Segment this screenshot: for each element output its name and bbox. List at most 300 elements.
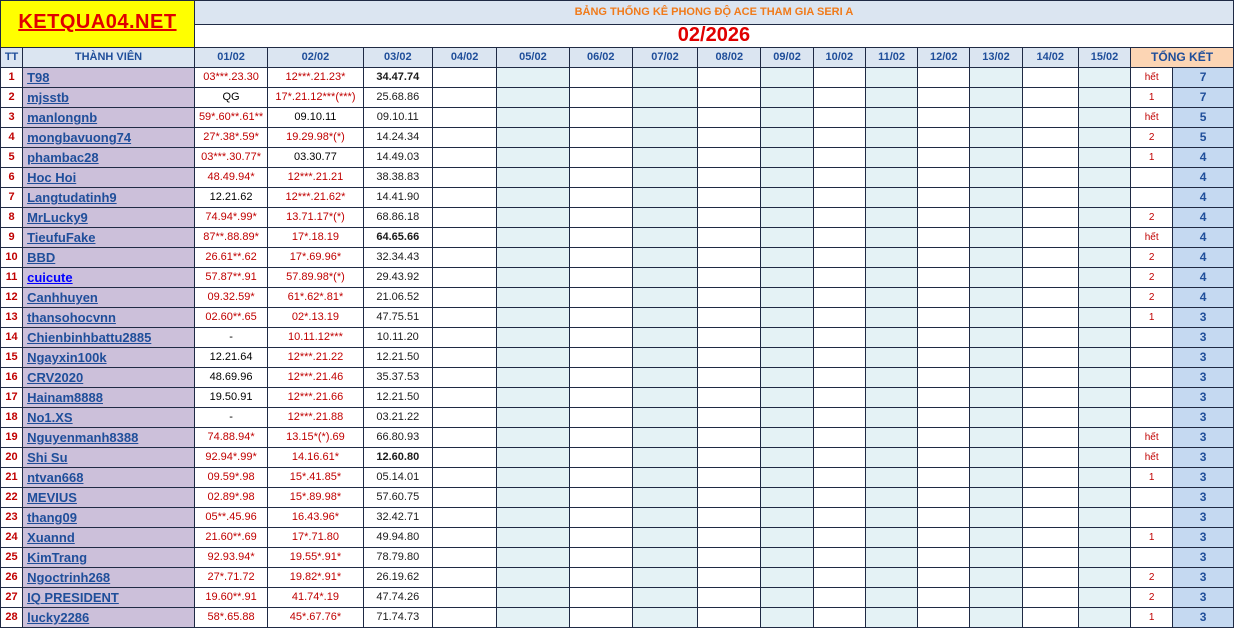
prediction-cell[interactable]: 12***.21.46 xyxy=(268,368,363,388)
empty-day-cell[interactable] xyxy=(569,428,632,448)
empty-day-cell[interactable] xyxy=(813,388,865,408)
empty-day-cell[interactable] xyxy=(432,288,496,308)
prediction-cell[interactable]: 12.21.62 xyxy=(194,188,267,208)
empty-day-cell[interactable] xyxy=(970,248,1022,268)
empty-day-cell[interactable] xyxy=(497,68,569,88)
prediction-cell[interactable]: 10.11.12*** xyxy=(268,328,363,348)
empty-day-cell[interactable] xyxy=(1078,348,1130,368)
empty-day-cell[interactable] xyxy=(865,428,917,448)
empty-day-cell[interactable] xyxy=(569,88,632,108)
empty-day-cell[interactable] xyxy=(970,408,1022,428)
empty-day-cell[interactable] xyxy=(497,228,569,248)
empty-day-cell[interactable] xyxy=(918,608,970,628)
member-link[interactable]: Langtudatinh9 xyxy=(23,188,195,208)
empty-day-cell[interactable] xyxy=(970,608,1022,628)
empty-day-cell[interactable] xyxy=(569,208,632,228)
empty-day-cell[interactable] xyxy=(970,208,1022,228)
prediction-cell[interactable]: 12***.21.88 xyxy=(268,408,363,428)
empty-day-cell[interactable] xyxy=(918,308,970,328)
empty-day-cell[interactable] xyxy=(569,408,632,428)
empty-day-cell[interactable] xyxy=(1022,508,1078,528)
empty-day-cell[interactable] xyxy=(865,128,917,148)
prediction-cell[interactable]: 74.88.94* xyxy=(194,428,267,448)
empty-day-cell[interactable] xyxy=(698,248,761,268)
prediction-cell[interactable]: 32.34.43 xyxy=(363,248,432,268)
empty-day-cell[interactable] xyxy=(813,228,865,248)
empty-day-cell[interactable] xyxy=(813,208,865,228)
empty-day-cell[interactable] xyxy=(1078,228,1130,248)
prediction-cell[interactable]: 78.79.80 xyxy=(363,548,432,568)
empty-day-cell[interactable] xyxy=(865,68,917,88)
member-link[interactable]: Hoc Hoi xyxy=(23,168,195,188)
prediction-cell[interactable]: - xyxy=(194,408,267,428)
empty-day-cell[interactable] xyxy=(569,288,632,308)
prediction-cell[interactable]: 16.43.96* xyxy=(268,508,363,528)
empty-day-cell[interactable] xyxy=(432,268,496,288)
empty-day-cell[interactable] xyxy=(632,488,697,508)
empty-day-cell[interactable] xyxy=(1022,228,1078,248)
empty-day-cell[interactable] xyxy=(761,188,813,208)
prediction-cell[interactable]: 49.94.80 xyxy=(363,528,432,548)
empty-day-cell[interactable] xyxy=(497,308,569,328)
member-link[interactable]: Hainam8888 xyxy=(23,388,195,408)
empty-day-cell[interactable] xyxy=(569,448,632,468)
empty-day-cell[interactable] xyxy=(1078,568,1130,588)
prediction-cell[interactable]: 19.29.98*(*) xyxy=(268,128,363,148)
empty-day-cell[interactable] xyxy=(970,488,1022,508)
empty-day-cell[interactable] xyxy=(632,608,697,628)
empty-day-cell[interactable] xyxy=(865,388,917,408)
empty-day-cell[interactable] xyxy=(698,328,761,348)
empty-day-cell[interactable] xyxy=(632,328,697,348)
empty-day-cell[interactable] xyxy=(632,228,697,248)
empty-day-cell[interactable] xyxy=(865,408,917,428)
prediction-cell[interactable]: 09.10.11 xyxy=(268,108,363,128)
empty-day-cell[interactable] xyxy=(432,228,496,248)
empty-day-cell[interactable] xyxy=(497,148,569,168)
empty-day-cell[interactable] xyxy=(698,368,761,388)
empty-day-cell[interactable] xyxy=(698,588,761,608)
prediction-cell[interactable]: 13.15*(*).69 xyxy=(268,428,363,448)
empty-day-cell[interactable] xyxy=(865,568,917,588)
empty-day-cell[interactable] xyxy=(918,508,970,528)
prediction-cell[interactable]: 17*.71.80 xyxy=(268,528,363,548)
member-link[interactable]: cuicute xyxy=(23,268,195,288)
prediction-cell[interactable]: QG xyxy=(194,88,267,108)
empty-day-cell[interactable] xyxy=(918,408,970,428)
empty-day-cell[interactable] xyxy=(569,128,632,148)
empty-day-cell[interactable] xyxy=(1022,528,1078,548)
empty-day-cell[interactable] xyxy=(1078,328,1130,348)
empty-day-cell[interactable] xyxy=(1022,548,1078,568)
empty-day-cell[interactable] xyxy=(1022,188,1078,208)
empty-day-cell[interactable] xyxy=(813,588,865,608)
prediction-cell[interactable]: 05**.45.96 xyxy=(194,508,267,528)
empty-day-cell[interactable] xyxy=(1078,528,1130,548)
empty-day-cell[interactable] xyxy=(865,108,917,128)
empty-day-cell[interactable] xyxy=(813,408,865,428)
empty-day-cell[interactable] xyxy=(865,488,917,508)
prediction-cell[interactable]: 58*.65.88 xyxy=(194,608,267,628)
empty-day-cell[interactable] xyxy=(698,468,761,488)
empty-day-cell[interactable] xyxy=(1022,168,1078,188)
empty-day-cell[interactable] xyxy=(632,308,697,328)
empty-day-cell[interactable] xyxy=(970,348,1022,368)
empty-day-cell[interactable] xyxy=(698,408,761,428)
prediction-cell[interactable]: 38.38.83 xyxy=(363,168,432,188)
empty-day-cell[interactable] xyxy=(918,248,970,268)
empty-day-cell[interactable] xyxy=(761,568,813,588)
empty-day-cell[interactable] xyxy=(813,468,865,488)
prediction-cell[interactable]: 14.41.90 xyxy=(363,188,432,208)
empty-day-cell[interactable] xyxy=(632,548,697,568)
prediction-cell[interactable]: 12.21.64 xyxy=(194,348,267,368)
empty-day-cell[interactable] xyxy=(1078,68,1130,88)
empty-day-cell[interactable] xyxy=(918,128,970,148)
prediction-cell[interactable]: 05.14.01 xyxy=(363,468,432,488)
empty-day-cell[interactable] xyxy=(1022,108,1078,128)
empty-day-cell[interactable] xyxy=(1078,148,1130,168)
prediction-cell[interactable]: 35.37.53 xyxy=(363,368,432,388)
empty-day-cell[interactable] xyxy=(813,128,865,148)
empty-day-cell[interactable] xyxy=(632,108,697,128)
empty-day-cell[interactable] xyxy=(698,108,761,128)
empty-day-cell[interactable] xyxy=(813,268,865,288)
empty-day-cell[interactable] xyxy=(918,208,970,228)
empty-day-cell[interactable] xyxy=(432,128,496,148)
empty-day-cell[interactable] xyxy=(918,168,970,188)
empty-day-cell[interactable] xyxy=(569,248,632,268)
empty-day-cell[interactable] xyxy=(432,588,496,608)
empty-day-cell[interactable] xyxy=(865,348,917,368)
empty-day-cell[interactable] xyxy=(970,128,1022,148)
empty-day-cell[interactable] xyxy=(813,308,865,328)
empty-day-cell[interactable] xyxy=(432,68,496,88)
empty-day-cell[interactable] xyxy=(698,308,761,328)
empty-day-cell[interactable] xyxy=(698,228,761,248)
empty-day-cell[interactable] xyxy=(497,268,569,288)
empty-day-cell[interactable] xyxy=(918,528,970,548)
empty-day-cell[interactable] xyxy=(497,608,569,628)
empty-day-cell[interactable] xyxy=(918,388,970,408)
prediction-cell[interactable]: 32.42.71 xyxy=(363,508,432,528)
prediction-cell[interactable]: 47.74.26 xyxy=(363,588,432,608)
empty-day-cell[interactable] xyxy=(1078,448,1130,468)
empty-day-cell[interactable] xyxy=(761,208,813,228)
empty-day-cell[interactable] xyxy=(698,548,761,568)
empty-day-cell[interactable] xyxy=(1022,88,1078,108)
empty-day-cell[interactable] xyxy=(632,268,697,288)
member-link[interactable]: lucky2286 xyxy=(23,608,195,628)
empty-day-cell[interactable] xyxy=(569,608,632,628)
empty-day-cell[interactable] xyxy=(1078,88,1130,108)
prediction-cell[interactable]: 27*.71.72 xyxy=(194,568,267,588)
empty-day-cell[interactable] xyxy=(761,68,813,88)
prediction-cell[interactable]: 61*.62*.81* xyxy=(268,288,363,308)
empty-day-cell[interactable] xyxy=(432,188,496,208)
member-link[interactable]: Nguyenmanh8388 xyxy=(23,428,195,448)
empty-day-cell[interactable] xyxy=(865,468,917,488)
prediction-cell[interactable]: 02*.13.19 xyxy=(268,308,363,328)
empty-day-cell[interactable] xyxy=(632,528,697,548)
empty-day-cell[interactable] xyxy=(761,448,813,468)
empty-day-cell[interactable] xyxy=(865,268,917,288)
empty-day-cell[interactable] xyxy=(497,588,569,608)
prediction-cell[interactable]: 25.68.86 xyxy=(363,88,432,108)
empty-day-cell[interactable] xyxy=(1022,128,1078,148)
prediction-cell[interactable]: 12.60.80 xyxy=(363,448,432,468)
empty-day-cell[interactable] xyxy=(1022,368,1078,388)
member-link[interactable]: MEVIUS xyxy=(23,488,195,508)
empty-day-cell[interactable] xyxy=(569,568,632,588)
empty-day-cell[interactable] xyxy=(865,368,917,388)
empty-day-cell[interactable] xyxy=(761,88,813,108)
empty-day-cell[interactable] xyxy=(432,468,496,488)
empty-day-cell[interactable] xyxy=(698,348,761,368)
empty-day-cell[interactable] xyxy=(1078,188,1130,208)
prediction-cell[interactable]: 66.80.93 xyxy=(363,428,432,448)
empty-day-cell[interactable] xyxy=(698,128,761,148)
empty-day-cell[interactable] xyxy=(761,248,813,268)
prediction-cell[interactable]: 57.60.75 xyxy=(363,488,432,508)
empty-day-cell[interactable] xyxy=(761,328,813,348)
member-link[interactable]: IQ PRESIDENT xyxy=(23,588,195,608)
empty-day-cell[interactable] xyxy=(497,288,569,308)
empty-day-cell[interactable] xyxy=(865,608,917,628)
member-link[interactable]: thang09 xyxy=(23,508,195,528)
empty-day-cell[interactable] xyxy=(497,188,569,208)
empty-day-cell[interactable] xyxy=(698,268,761,288)
empty-day-cell[interactable] xyxy=(918,108,970,128)
empty-day-cell[interactable] xyxy=(970,568,1022,588)
empty-day-cell[interactable] xyxy=(497,328,569,348)
empty-day-cell[interactable] xyxy=(569,168,632,188)
empty-day-cell[interactable] xyxy=(970,168,1022,188)
prediction-cell[interactable]: 12.21.50 xyxy=(363,348,432,368)
empty-day-cell[interactable] xyxy=(918,88,970,108)
prediction-cell[interactable]: 59*.60**.61** xyxy=(194,108,267,128)
empty-day-cell[interactable] xyxy=(1022,488,1078,508)
empty-day-cell[interactable] xyxy=(569,148,632,168)
empty-day-cell[interactable] xyxy=(698,148,761,168)
empty-day-cell[interactable] xyxy=(970,228,1022,248)
empty-day-cell[interactable] xyxy=(698,168,761,188)
empty-day-cell[interactable] xyxy=(918,328,970,348)
prediction-cell[interactable]: 57.89.98*(*) xyxy=(268,268,363,288)
prediction-cell[interactable]: 92.93.94* xyxy=(194,548,267,568)
empty-day-cell[interactable] xyxy=(813,488,865,508)
prediction-cell[interactable]: 71.74.73 xyxy=(363,608,432,628)
prediction-cell[interactable]: 21.60**.69 xyxy=(194,528,267,548)
prediction-cell[interactable]: 02.60**.65 xyxy=(194,308,267,328)
empty-day-cell[interactable] xyxy=(865,588,917,608)
prediction-cell[interactable]: 09.10.11 xyxy=(363,108,432,128)
prediction-cell[interactable]: 12***.21.23* xyxy=(268,68,363,88)
empty-day-cell[interactable] xyxy=(970,588,1022,608)
empty-day-cell[interactable] xyxy=(569,468,632,488)
empty-day-cell[interactable] xyxy=(1022,428,1078,448)
prediction-cell[interactable]: 47.75.51 xyxy=(363,308,432,328)
empty-day-cell[interactable] xyxy=(569,228,632,248)
member-link[interactable]: ntvan668 xyxy=(23,468,195,488)
empty-day-cell[interactable] xyxy=(865,88,917,108)
empty-day-cell[interactable] xyxy=(698,68,761,88)
prediction-cell[interactable]: 14.24.34 xyxy=(363,128,432,148)
empty-day-cell[interactable] xyxy=(632,348,697,368)
empty-day-cell[interactable] xyxy=(432,488,496,508)
empty-day-cell[interactable] xyxy=(1022,388,1078,408)
empty-day-cell[interactable] xyxy=(813,148,865,168)
empty-day-cell[interactable] xyxy=(497,428,569,448)
empty-day-cell[interactable] xyxy=(632,568,697,588)
empty-day-cell[interactable] xyxy=(865,208,917,228)
empty-day-cell[interactable] xyxy=(813,448,865,468)
empty-day-cell[interactable] xyxy=(1078,388,1130,408)
prediction-cell[interactable]: 12***.21.62* xyxy=(268,188,363,208)
prediction-cell[interactable]: 48.49.94* xyxy=(194,168,267,188)
empty-day-cell[interactable] xyxy=(918,288,970,308)
empty-day-cell[interactable] xyxy=(970,328,1022,348)
empty-day-cell[interactable] xyxy=(569,528,632,548)
empty-day-cell[interactable] xyxy=(632,288,697,308)
empty-day-cell[interactable] xyxy=(865,148,917,168)
empty-day-cell[interactable] xyxy=(497,208,569,228)
prediction-cell[interactable]: 10.11.20 xyxy=(363,328,432,348)
empty-day-cell[interactable] xyxy=(918,448,970,468)
empty-day-cell[interactable] xyxy=(813,168,865,188)
empty-day-cell[interactable] xyxy=(761,388,813,408)
empty-day-cell[interactable] xyxy=(761,588,813,608)
empty-day-cell[interactable] xyxy=(865,548,917,568)
prediction-cell[interactable]: 03***.30.77* xyxy=(194,148,267,168)
empty-day-cell[interactable] xyxy=(569,488,632,508)
empty-day-cell[interactable] xyxy=(761,608,813,628)
empty-day-cell[interactable] xyxy=(497,448,569,468)
empty-day-cell[interactable] xyxy=(432,548,496,568)
empty-day-cell[interactable] xyxy=(1022,148,1078,168)
member-link[interactable]: phambac28 xyxy=(23,148,195,168)
empty-day-cell[interactable] xyxy=(970,368,1022,388)
empty-day-cell[interactable] xyxy=(1078,428,1130,448)
prediction-cell[interactable]: 64.65.66 xyxy=(363,228,432,248)
member-link[interactable]: Ngayxin100k xyxy=(23,348,195,368)
prediction-cell[interactable]: 74.94*.99* xyxy=(194,208,267,228)
prediction-cell[interactable]: 48.69.96 xyxy=(194,368,267,388)
empty-day-cell[interactable] xyxy=(865,288,917,308)
empty-day-cell[interactable] xyxy=(813,188,865,208)
empty-day-cell[interactable] xyxy=(432,328,496,348)
empty-day-cell[interactable] xyxy=(865,168,917,188)
empty-day-cell[interactable] xyxy=(1022,588,1078,608)
empty-day-cell[interactable] xyxy=(497,548,569,568)
empty-day-cell[interactable] xyxy=(813,528,865,548)
prediction-cell[interactable]: 14.16.61* xyxy=(268,448,363,468)
empty-day-cell[interactable] xyxy=(1078,308,1130,328)
prediction-cell[interactable]: 19.50.91 xyxy=(194,388,267,408)
empty-day-cell[interactable] xyxy=(761,548,813,568)
empty-day-cell[interactable] xyxy=(632,168,697,188)
prediction-cell[interactable]: 21.06.52 xyxy=(363,288,432,308)
empty-day-cell[interactable] xyxy=(1078,408,1130,428)
empty-day-cell[interactable] xyxy=(1022,248,1078,268)
empty-day-cell[interactable] xyxy=(918,428,970,448)
empty-day-cell[interactable] xyxy=(970,508,1022,528)
empty-day-cell[interactable] xyxy=(970,288,1022,308)
empty-day-cell[interactable] xyxy=(761,308,813,328)
empty-day-cell[interactable] xyxy=(865,188,917,208)
empty-day-cell[interactable] xyxy=(569,508,632,528)
empty-day-cell[interactable] xyxy=(761,228,813,248)
prediction-cell[interactable]: 13.71.17*(*) xyxy=(268,208,363,228)
empty-day-cell[interactable] xyxy=(432,608,496,628)
empty-day-cell[interactable] xyxy=(813,568,865,588)
empty-day-cell[interactable] xyxy=(432,88,496,108)
empty-day-cell[interactable] xyxy=(1078,368,1130,388)
empty-day-cell[interactable] xyxy=(761,428,813,448)
empty-day-cell[interactable] xyxy=(1022,348,1078,368)
prediction-cell[interactable]: 17*.69.96* xyxy=(268,248,363,268)
empty-day-cell[interactable] xyxy=(865,328,917,348)
prediction-cell[interactable]: 19.82*.91* xyxy=(268,568,363,588)
empty-day-cell[interactable] xyxy=(918,228,970,248)
empty-day-cell[interactable] xyxy=(632,148,697,168)
empty-day-cell[interactable] xyxy=(970,308,1022,328)
empty-day-cell[interactable] xyxy=(970,528,1022,548)
prediction-cell[interactable]: 17*.18.19 xyxy=(268,228,363,248)
empty-day-cell[interactable] xyxy=(761,108,813,128)
empty-day-cell[interactable] xyxy=(1078,168,1130,188)
empty-day-cell[interactable] xyxy=(813,248,865,268)
member-link[interactable]: BBD xyxy=(23,248,195,268)
empty-day-cell[interactable] xyxy=(1022,308,1078,328)
empty-day-cell[interactable] xyxy=(432,208,496,228)
empty-day-cell[interactable] xyxy=(1022,208,1078,228)
empty-day-cell[interactable] xyxy=(1078,488,1130,508)
empty-day-cell[interactable] xyxy=(632,128,697,148)
empty-day-cell[interactable] xyxy=(970,188,1022,208)
empty-day-cell[interactable] xyxy=(1078,508,1130,528)
empty-day-cell[interactable] xyxy=(813,608,865,628)
empty-day-cell[interactable] xyxy=(761,148,813,168)
empty-day-cell[interactable] xyxy=(632,248,697,268)
empty-day-cell[interactable] xyxy=(432,308,496,328)
empty-day-cell[interactable] xyxy=(698,508,761,528)
empty-day-cell[interactable] xyxy=(761,488,813,508)
prediction-cell[interactable]: 19.60**.91 xyxy=(194,588,267,608)
empty-day-cell[interactable] xyxy=(569,588,632,608)
empty-day-cell[interactable] xyxy=(569,388,632,408)
empty-day-cell[interactable] xyxy=(761,288,813,308)
empty-day-cell[interactable] xyxy=(813,108,865,128)
site-logo[interactable]: KETQUA04.NET xyxy=(18,11,177,33)
empty-day-cell[interactable] xyxy=(1078,588,1130,608)
empty-day-cell[interactable] xyxy=(698,208,761,228)
empty-day-cell[interactable] xyxy=(497,168,569,188)
empty-day-cell[interactable] xyxy=(865,528,917,548)
empty-day-cell[interactable] xyxy=(497,508,569,528)
empty-day-cell[interactable] xyxy=(1022,408,1078,428)
empty-day-cell[interactable] xyxy=(698,608,761,628)
empty-day-cell[interactable] xyxy=(632,68,697,88)
empty-day-cell[interactable] xyxy=(632,208,697,228)
empty-day-cell[interactable] xyxy=(813,288,865,308)
member-link[interactable]: No1.XS xyxy=(23,408,195,428)
empty-day-cell[interactable] xyxy=(698,568,761,588)
member-link[interactable]: Canhhuyen xyxy=(23,288,195,308)
empty-day-cell[interactable] xyxy=(632,368,697,388)
empty-day-cell[interactable] xyxy=(698,288,761,308)
prediction-cell[interactable]: 19.55*.91* xyxy=(268,548,363,568)
